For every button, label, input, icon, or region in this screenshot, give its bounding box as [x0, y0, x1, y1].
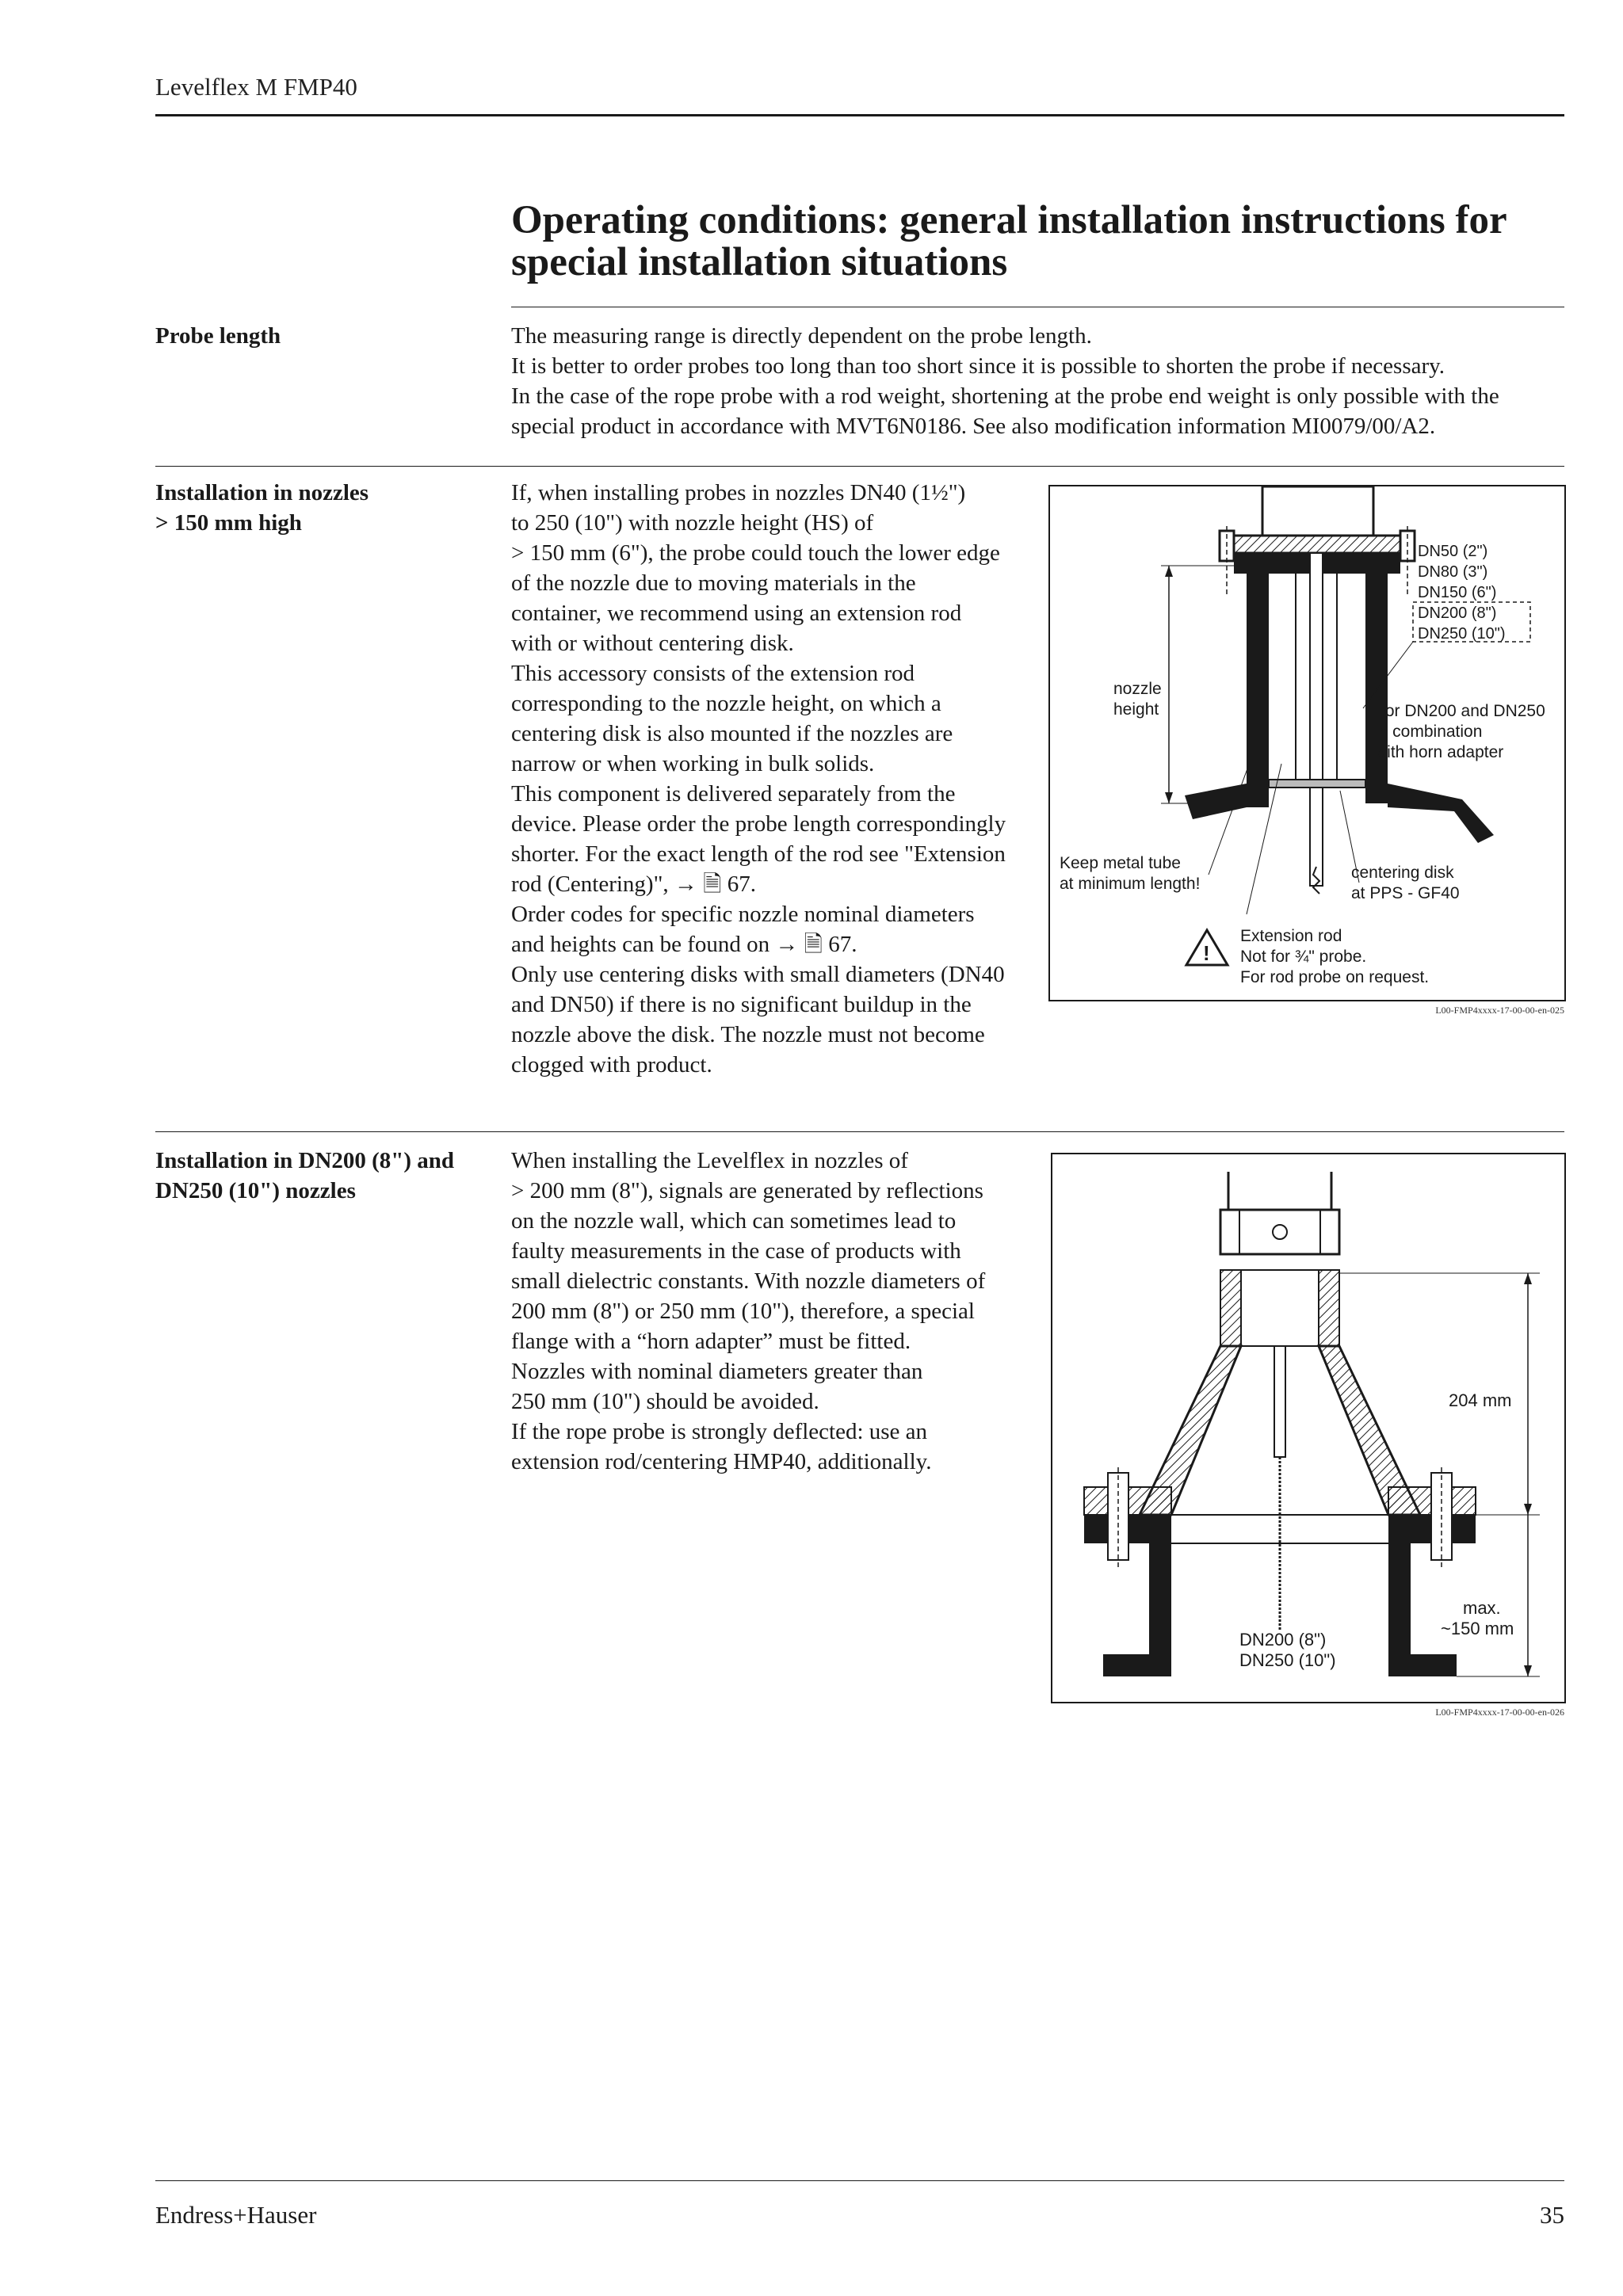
dn200-text	[511, 1146, 1026, 1477]
horn-note-line: with horn adapter	[1375, 743, 1504, 761]
probe-length-line: It is better to order probes too long than too short since it is possible to shorten the probe if necessary.	[511, 353, 1445, 379]
text-line: extension rod/centering HMP40, additionally.	[511, 1449, 932, 1474]
header-rule	[155, 114, 1564, 116]
section-label-nozzles-150	[155, 478, 496, 538]
text-line: device. Please order the probe length correspondingly	[511, 811, 1006, 837]
text-line: 250 mm (10") should be avoided.	[511, 1389, 819, 1414]
probe-length-line: In the case of the rope probe with a rod weight, shortening at the probe end weight is only possible with the	[511, 383, 1499, 409]
text-line: > 200 mm (8"), signals are generated by reflections	[511, 1178, 983, 1203]
text-line: nozzle above the disk. The nozzle must not become	[511, 1022, 985, 1047]
section-label-dn200	[155, 1146, 496, 1206]
text-line: flange with a “horn adapter” must be fitted.	[511, 1329, 911, 1354]
probe-length-line: The measuring range is directly dependent on the probe length.	[511, 323, 1092, 349]
text-line: Nozzles with nominal diameters greater than	[511, 1359, 923, 1384]
housing-top	[1262, 486, 1373, 536]
nozzle-installation-figure	[1048, 485, 1566, 1001]
nozzles-150-text	[511, 478, 1026, 1080]
section-label-line: Installation in DN200 (8") and	[155, 1148, 455, 1173]
text-line: Order codes for specific nozzle nominal diameters	[511, 902, 975, 927]
dn-label: DN50 (2")	[1418, 543, 1488, 560]
text-line: of the nozzle due to moving materials in the	[511, 570, 916, 596]
text-line: faulty measurements in the case of products with	[511, 1238, 961, 1264]
text-line: and DN50) if there is no significant buildup in the	[511, 992, 972, 1017]
dn-label: DN150 (6")	[1418, 584, 1497, 601]
text-line: When installing the Levelflex in nozzles of	[511, 1148, 908, 1173]
nozzle-wall-right	[1388, 1543, 1411, 1654]
running-header: Levelflex M FMP40	[155, 73, 357, 101]
dn-label: DN80 (3")	[1418, 563, 1488, 581]
page-title	[511, 200, 1565, 284]
horn-note-line: in combination	[1375, 723, 1483, 741]
text-line: and heights can be found on → 🗎 67.	[511, 932, 857, 957]
keep-tube-line: at minimum length!	[1060, 875, 1201, 893]
figure-code: L00-FMP4xxxx-17-00-00-en-025	[1435, 1005, 1564, 1016]
warning-icon-mark: !	[1203, 941, 1210, 965]
tank-wall-left	[1185, 784, 1269, 819]
text-line: with or without centering disk.	[511, 631, 794, 656]
section-label-line: Installation in nozzles	[155, 480, 369, 505]
footer-company: Endress+Hauser	[155, 2201, 317, 2229]
text-line: small dielectric constants. With nozzle diameters of	[511, 1268, 986, 1294]
section-label-line: > 150 mm high	[155, 510, 302, 536]
text-line: corresponding to the nozzle height, on which a	[511, 691, 941, 716]
horn-note-line: For DN200 and DN250	[1375, 702, 1545, 720]
text-line: rod (Centering)", → 🗎 67.	[511, 871, 756, 897]
text-line: container, we recommend using an extension rod	[511, 601, 962, 626]
housing-top	[1228, 1172, 1331, 1210]
footer-rule	[155, 2180, 1564, 2181]
nozzle-diagram	[1050, 486, 1564, 1000]
section-label-probe-length: Probe length	[155, 323, 281, 349]
text-line: narrow or when working in bulk solids.	[511, 751, 875, 776]
probe-length-text	[511, 321, 1565, 441]
dimension-204: 204 mm	[1449, 1390, 1512, 1410]
nozzle-height-label-1: nozzle	[1113, 680, 1162, 698]
horn-adapter-diagram	[1052, 1154, 1564, 1702]
dimension-max-line: max.	[1463, 1598, 1501, 1618]
text-line: If, when installing probes in nozzles DN40 (1½")	[511, 480, 966, 505]
section-label-line: DN250 (10") nozzles	[155, 1178, 356, 1203]
section-rule	[155, 466, 1564, 467]
centering-disk-line: at PPS - GF40	[1351, 884, 1460, 902]
warning-line: Not for ¾" probe.	[1240, 948, 1367, 966]
page-title-line2: special installation situations	[511, 240, 1008, 284]
nozzle-wall-left	[1149, 1543, 1171, 1654]
text-line: This component is delivered separately from the	[511, 781, 956, 807]
probe-rod	[1274, 1346, 1285, 1457]
figure-code: L00-FMP4xxxx-17-00-00-en-026	[1435, 1707, 1564, 1718]
text-line: clogged with product.	[511, 1052, 712, 1077]
dn-label: DN250 (10")	[1239, 1650, 1336, 1670]
centering-disk-line: centering disk	[1351, 864, 1454, 882]
text-line: 200 mm (8") or 250 mm (10"), therefore, a special	[511, 1299, 975, 1324]
probe-length-line: special product in accordance with MVT6N0186. See also modification information MI0079/00/A2.	[511, 414, 1436, 439]
warning-line: For rod probe on request.	[1240, 968, 1430, 986]
keep-tube-line: Keep metal tube	[1060, 854, 1181, 872]
page-title-line1: Operating conditions: general installation instructions for	[511, 198, 1507, 242]
nozzle-height-label-2: height	[1113, 700, 1159, 719]
text-line: on the nozzle wall, which can sometimes lead to	[511, 1208, 957, 1234]
text-line: This accessory consists of the extension rod	[511, 661, 915, 686]
text-line: > 150 mm (6"), the probe could touch the lower edge	[511, 540, 1000, 566]
extension-rod	[1310, 553, 1323, 886]
section-rule	[155, 1131, 1564, 1132]
dn-label: DN250 (10")	[1418, 625, 1506, 643]
page-number: 35	[1540, 2201, 1564, 2229]
centering-disk	[1269, 780, 1365, 788]
dn-label: DN200 (8")	[1418, 605, 1497, 622]
tank-wall-right	[1388, 784, 1494, 843]
text-line: shorter. For the exact length of the rod see "Extension	[511, 841, 1006, 867]
text-line: centering disk is also mounted if the nozzles are	[511, 721, 953, 746]
flange	[1234, 536, 1400, 553]
warning-line: Extension rod	[1240, 927, 1342, 945]
horn-adapter-figure	[1051, 1153, 1566, 1703]
nozzle-wall-left	[1247, 574, 1269, 803]
nut-hole	[1273, 1225, 1287, 1239]
text-line: Only use centering disks with small diameters (DN40	[511, 962, 1005, 987]
nozzle-wall-right	[1365, 574, 1388, 803]
dn-label: DN200 (8")	[1239, 1630, 1327, 1650]
dimension-max-line: ~150 mm	[1441, 1619, 1514, 1638]
text-line: If the rope probe is strongly deflected: use an	[511, 1419, 928, 1444]
text-line: to 250 (10") with nozzle height (HS) of	[511, 510, 874, 536]
